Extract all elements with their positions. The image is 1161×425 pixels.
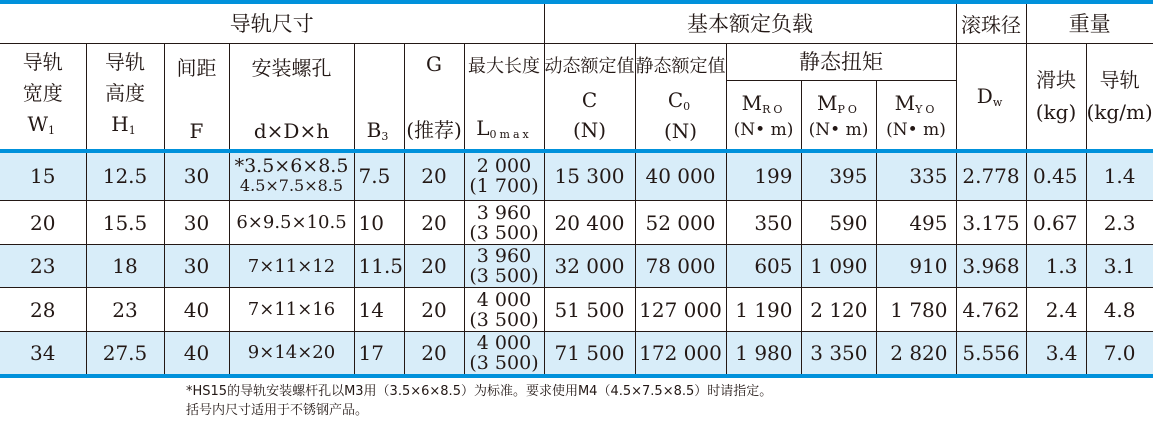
col-block-weight: 滑块 (kg) xyxy=(1026,43,1086,151)
cell-w: 15 xyxy=(0,151,86,201)
cell-rail: 2.3 xyxy=(1086,201,1153,245)
cell-lmax: 2 000 (1 700) xyxy=(464,151,544,201)
cell-bolt: 7×11×16 xyxy=(229,288,354,332)
cell-b3: 11.5 xyxy=(354,245,404,288)
cell-f: 30 xyxy=(164,151,229,201)
group-weight: 重量 xyxy=(1026,2,1153,43)
cell-c: 20 400 xyxy=(544,201,635,245)
cell-myo: 910 xyxy=(876,245,956,288)
col-rail-weight: 导轨 (kg/m) xyxy=(1086,43,1153,151)
table-row xyxy=(0,332,1153,376)
col-pitch: 间距 F xyxy=(164,43,229,151)
cell-w: 23 xyxy=(0,245,86,288)
cell-mro: 605 xyxy=(726,245,801,288)
col-rail-width: 导轨 宽度 $W_1$ xyxy=(0,43,86,151)
static-torque-group xyxy=(726,43,956,151)
cell-c: 32 000 xyxy=(544,245,635,288)
col-ball-diameter: $D_w$ xyxy=(956,43,1026,151)
cell-g: 20 xyxy=(404,332,464,376)
cell-block: 1.3 xyxy=(1026,245,1086,288)
cell-mro: 1 980 xyxy=(726,332,801,376)
cell-lmax: 4 000 (3 500) xyxy=(464,332,544,376)
cell-myo: 2 820 xyxy=(876,332,956,376)
col-b3: $B_3$ xyxy=(354,43,404,151)
cell-h: 15.5 xyxy=(86,201,164,245)
cell-mro: 199 xyxy=(726,151,801,201)
cell-myo: 1 780 xyxy=(876,288,956,332)
cell-mro: 350 xyxy=(726,201,801,245)
cell-w: 20 xyxy=(0,201,86,245)
group-ball-diameter: 滚珠径 xyxy=(956,2,1026,43)
col-m-po: $M_{PO}$ (N• m) xyxy=(802,81,877,149)
cell-g: 20 xyxy=(404,288,464,332)
cell-mpo: 2 120 xyxy=(801,288,876,332)
cell-h: 23 xyxy=(86,288,164,332)
col-rail-height: 导轨 高度 $H_1$ xyxy=(86,43,164,151)
col-dynamic-rating: 动态额定值 C (N) xyxy=(544,43,635,151)
cell-mpo: 1 090 xyxy=(801,245,876,288)
group-static-torque: 静态扭矩 xyxy=(727,44,956,81)
cell-rail: 7.0 xyxy=(1086,332,1153,376)
cell-b3: 14 xyxy=(354,288,404,332)
cell-rail: 1.4 xyxy=(1086,151,1153,201)
cell-h: 18 xyxy=(86,245,164,288)
cell-dw: 5.556 xyxy=(956,332,1026,376)
cell-bolt: 9×14×20 xyxy=(229,332,354,376)
cell-lmax: 4 000 (3 500) xyxy=(464,288,544,332)
cell-c0: 78 000 xyxy=(635,245,726,288)
cell-w: 34 xyxy=(0,332,86,376)
cell-c0: 40 000 xyxy=(635,151,726,201)
cell-c0: 127 000 xyxy=(635,288,726,332)
cell-lmax: 3 960 (3 500) xyxy=(464,201,544,245)
col-static-rating: 静态额定值 $C_0$ (N) xyxy=(635,43,726,151)
cell-c0: 172 000 xyxy=(635,332,726,376)
cell-f: 40 xyxy=(164,332,229,376)
col-g-recommended: G (推荐) xyxy=(404,43,464,151)
group-rail-dimensions: 导轨尺寸 xyxy=(0,2,544,43)
cell-w: 28 xyxy=(0,288,86,332)
cell-f: 30 xyxy=(164,245,229,288)
table-row xyxy=(0,245,1153,288)
cell-g: 20 xyxy=(404,151,464,201)
cell-mpo: 3 350 xyxy=(801,332,876,376)
cell-bolt: 7×11×12 xyxy=(229,245,354,288)
cell-bolt: *3.5×6×8.5 4.5×7.5×8.5 xyxy=(229,151,354,201)
cell-dw: 2.778 xyxy=(956,151,1026,201)
cell-mro: 1 190 xyxy=(726,288,801,332)
cell-c: 71 500 xyxy=(544,332,635,376)
col-m-ro: $M_{RO}$ (N• m) xyxy=(727,81,802,149)
cell-f: 40 xyxy=(164,288,229,332)
table-row xyxy=(0,201,1153,245)
cell-block: 0.67 xyxy=(1026,201,1086,245)
footnotes xyxy=(186,382,772,420)
col-mounting-bolt: 安装螺孔 d×D×h xyxy=(229,43,354,151)
cell-bolt: 6×9.5×10.5 xyxy=(229,201,354,245)
footnote-bolt: *HS15的导轨安装螺杆孔以M3用（3.5×6×8.5）为标准。要求使用M4（4.5×7.5×8.5）时请指定。 xyxy=(186,384,773,399)
col-max-length: 最大长度 $L_{0max}$ xyxy=(464,43,544,151)
cell-h: 12.5 xyxy=(86,151,164,201)
cell-b3: 10 xyxy=(354,201,404,245)
cell-block: 2.4 xyxy=(1026,288,1086,332)
cell-dw: 4.762 xyxy=(956,288,1026,332)
cell-dw: 3.968 xyxy=(956,245,1026,288)
cell-lmax: 3 960 (3 500) xyxy=(464,245,544,288)
cell-mpo: 395 xyxy=(801,151,876,201)
cell-f: 30 xyxy=(164,201,229,245)
cell-g: 20 xyxy=(404,245,464,288)
cell-myo: 495 xyxy=(876,201,956,245)
cell-h: 27.5 xyxy=(86,332,164,376)
footnote-stainless: 括号内尺寸适用于不锈钢产品。 xyxy=(186,403,369,418)
cell-block: 3.4 xyxy=(1026,332,1086,376)
cell-c: 51 500 xyxy=(544,288,635,332)
cell-b3: 7.5 xyxy=(354,151,404,201)
cell-mpo: 590 xyxy=(801,201,876,245)
cell-myo: 335 xyxy=(876,151,956,201)
cell-c0: 52 000 xyxy=(635,201,726,245)
col-m-yo: $M_{YO}$ (N• m) xyxy=(886,90,946,140)
cell-g: 20 xyxy=(404,201,464,245)
cell-rail: 4.8 xyxy=(1086,288,1153,332)
cell-b3: 17 xyxy=(354,332,404,376)
cell-dw: 3.175 xyxy=(956,201,1026,245)
group-basic-load: 基本额定负载 xyxy=(544,2,956,43)
cell-c: 15 300 xyxy=(544,151,635,201)
table-row xyxy=(0,151,1153,201)
cell-block: 0.45 xyxy=(1026,151,1086,201)
table-row xyxy=(0,288,1153,332)
cell-rail: 3.1 xyxy=(1086,245,1153,288)
